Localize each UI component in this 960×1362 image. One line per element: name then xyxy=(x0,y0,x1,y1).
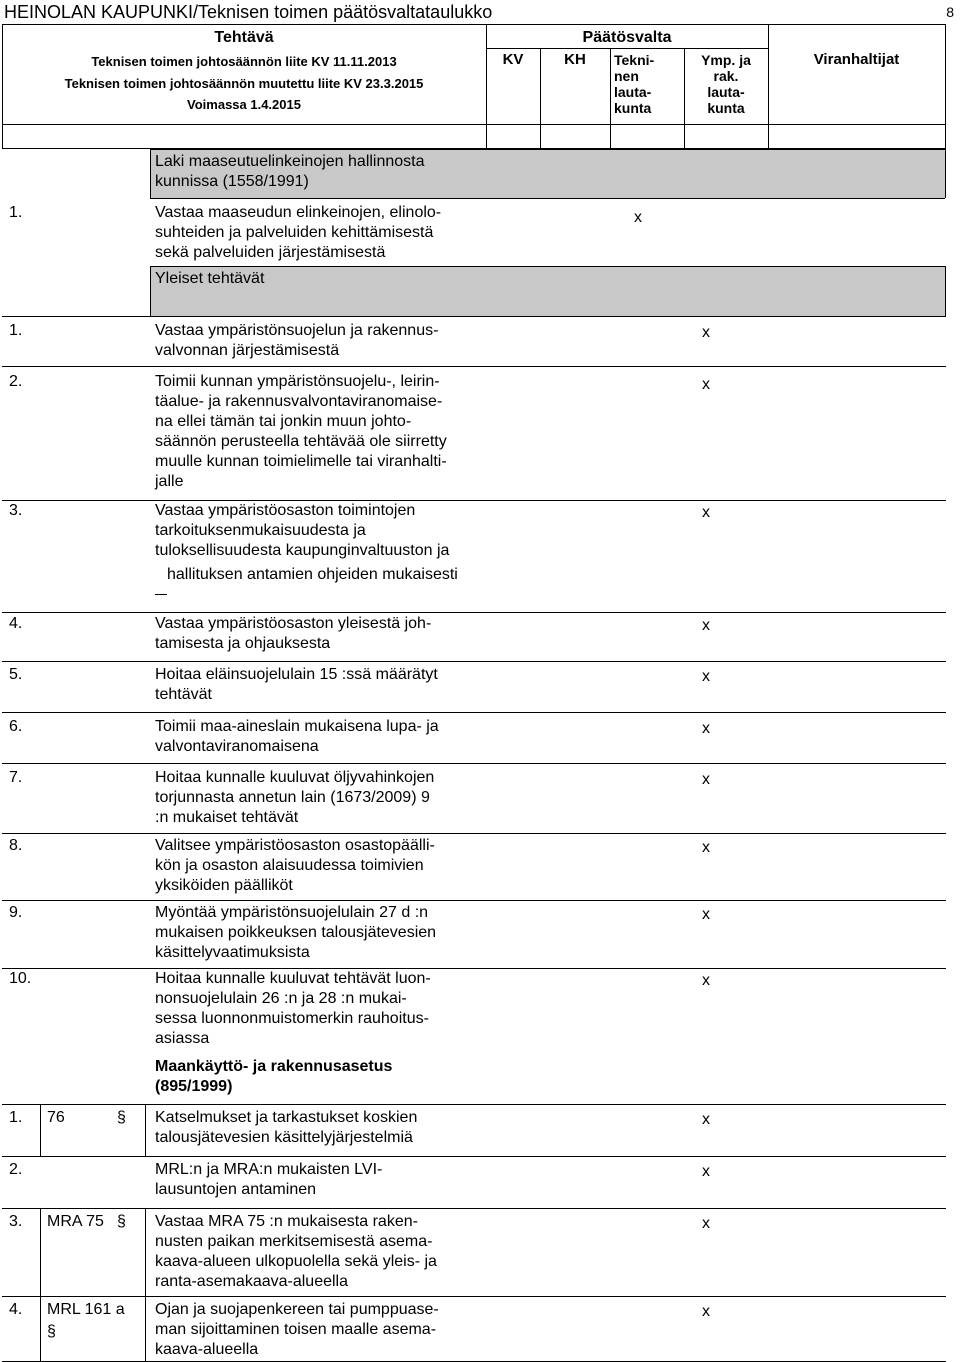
header-col-tekninen: Tekni- nen lauta- kunta xyxy=(614,52,655,116)
decision-mark: x xyxy=(702,906,710,923)
section-sign-icon: § xyxy=(47,1323,56,1340)
row-text: Hoitaa kunnalle kuuluvat tehtävät luon- nonsuojelulain 26 :n ja 28 :n mukai- sessa luonnonmuistomerkin rauhoitus- asiassa xyxy=(155,970,431,1047)
decision-mark: x xyxy=(702,972,710,989)
row-text: Toimii kunnan ympäristönsuojelu-, leirin- täalue- ja rakennusvalvontaviranomaise- na ellei tämän tai jonkin muun johto- säännön perusteella tehtävää ole siirretty muulle kunnan toimielimelle tai viranhalti- jalle xyxy=(155,373,447,490)
row-text: Myöntää ympäristönsuojelulain 27 d :n mukaisen poikkeuksen talousjätevesien käsittelyvaatimuksista xyxy=(155,904,437,961)
decision-mark: x xyxy=(702,617,710,634)
decision-mark: x xyxy=(634,209,642,226)
header-col-ymp: Ymp. ja rak. lauta- kunta xyxy=(701,52,751,116)
decision-mark: x xyxy=(702,720,710,737)
row-text: Toimii maa-aineslain mukaisena lupa- ja valvontaviranomaisena xyxy=(155,718,439,755)
decision-mark: x xyxy=(702,771,710,788)
row-reference: 76 xyxy=(47,1109,65,1126)
row-number: 1. xyxy=(9,1109,23,1126)
row-number: 2. xyxy=(9,373,23,390)
decision-mark: x xyxy=(702,504,710,521)
row-number: 5. xyxy=(9,666,23,683)
row-text: Hoitaa kunnalle kuuluvat öljyvahinkojen torjunnasta annetun lain (1673/2009) 9 :n mukaiset tehtävät xyxy=(155,769,435,826)
document-title: HEINOLAN KAUPUNKI/Teknisen toimen päätösvaltataulukko xyxy=(4,2,493,22)
row-number: 7. xyxy=(9,769,23,786)
row-text: Vastaa ympäristöosaston yleisestä joh- tamisesta ja ohjauksesta xyxy=(155,615,432,652)
decision-mark: x xyxy=(702,839,710,856)
decision-mark: x xyxy=(702,376,710,393)
row-number: 6. xyxy=(9,718,23,735)
decision-mark: x xyxy=(702,1111,710,1128)
header-ref-line: Voimassa 1.4.2015 xyxy=(187,97,301,112)
row-number: 10. xyxy=(9,970,32,987)
row-reference: MRL 161 a xyxy=(47,1301,125,1318)
header-ref-line: Teknisen toimen johtosäännön muutettu liite KV 23.3.2015 xyxy=(64,76,424,91)
decision-mark: x xyxy=(702,1215,710,1232)
header-col-kv: KV xyxy=(502,51,524,68)
row-number: 8. xyxy=(9,837,23,854)
decision-mark: x xyxy=(702,1163,710,1180)
row-text: Katselmukset ja tarkastukset koskien talousjätevesien käsittelyjärjestelmiä xyxy=(155,1109,418,1146)
page-number: 8 xyxy=(946,4,954,20)
row-number: 2. xyxy=(9,1161,23,1178)
row-text: Valitsee ympäristöosaston osastopäälli- kön ja osaston alaisuudessa toimivien yksiköiden päälliköt xyxy=(155,837,435,894)
row-text: Vastaa ympäristöosaston toimintojen tarkoituksenmukaisuudesta ja tuloksellisuudesta kaupunginvaltuuston ja hallituksen antamien ohjeiden mukaisesti xyxy=(155,501,485,585)
section-title: Laki maaseutuelinkeinojen hallinnosta kunnissa (1558/1991) xyxy=(155,153,425,190)
header-col-viranhaltijat: Viranhaltijat xyxy=(813,51,900,68)
row-text: Hoitaa eläinsuojelulain 15 :ssä määrätyt tehtävät xyxy=(155,666,438,703)
section-title: Yleiset tehtävät xyxy=(155,270,265,287)
row-number: 4. xyxy=(9,1301,23,1318)
header-tehtava: Tehtävä xyxy=(214,29,274,46)
decision-mark: x xyxy=(702,1303,710,1320)
section-sign-icon: § xyxy=(117,1213,126,1230)
row-number: 1. xyxy=(9,322,23,339)
row-number: 9. xyxy=(9,904,23,921)
header-paatosvalta: Päätösvalta xyxy=(582,29,672,46)
row-number: 3. xyxy=(9,1213,23,1230)
row-text: Ojan ja suojapenkereen tai pumppuase- man sijoittaminen toisen maalle asema- kaava-alueella xyxy=(155,1301,439,1358)
row-number: 1. xyxy=(9,204,23,221)
decision-mark: x xyxy=(702,668,710,685)
decision-mark: x xyxy=(702,324,710,341)
section-sign-icon: § xyxy=(117,1109,126,1126)
row-reference: MRA 75 xyxy=(47,1213,104,1230)
header-ref-line: Teknisen toimen johtosäännön liite KV 11.11.2013 xyxy=(91,54,397,69)
row-number: 4. xyxy=(9,615,23,632)
header-col-kh: KH xyxy=(564,51,586,68)
row-number: 3. xyxy=(9,502,23,519)
row-text: Vastaa ympäristönsuojelun ja rakennus- valvonnan järjestämisestä xyxy=(155,322,439,359)
row-text: Vastaa MRA 75 :n mukaisesta raken- nusten paikan merkitsemisestä asema- kaava-alueen ulkopuolella sekä yleis- ja ranta-asemakaava-alueella xyxy=(155,1213,437,1290)
section-title: Maankäyttö- ja rakennusasetus (895/1999) xyxy=(155,1058,393,1095)
row-text: MRL:n ja MRA:n mukaisten LVI- lausuntojen antaminen xyxy=(155,1161,383,1198)
row-text: Vastaa maaseudun elinkeinojen, elinolo- suhteiden ja palveluiden kehittämisestä sekä palveluiden järjestämisestä xyxy=(155,204,442,261)
